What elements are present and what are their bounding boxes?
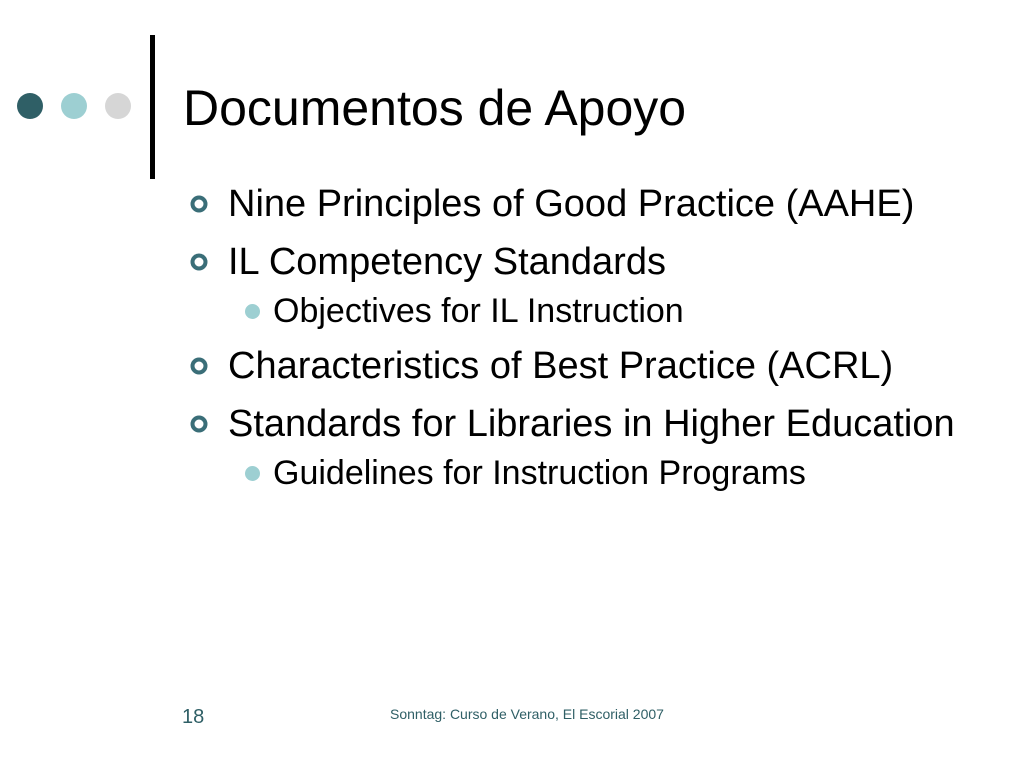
list-item [190,340,1010,392]
slide-title: Documentos de Apoyo [183,80,687,136]
ring-bullet-icon [190,415,208,433]
list-item-text: Nine Principles of Good Practice (AAHE) [228,183,915,225]
dark-dot-icon [17,93,43,119]
footer-caption: Sonntag: Curso de Verano, El Escorial 2007 [390,706,664,722]
light-dot-icon [105,93,131,119]
list-item [190,450,1010,496]
mid-dot-icon [61,93,87,119]
list-item [190,398,1010,450]
list-item-text: Standards for Libraries in Higher Education [228,403,955,445]
list-item [190,178,1010,230]
list-item [190,288,1010,334]
list-item-text: IL Competency Standards [228,241,666,283]
list-item [190,236,1010,288]
dot-bullet-icon [245,304,260,319]
list-item-text: Guidelines for Instruction Programs [273,454,806,492]
ring-bullet-icon [190,195,208,213]
list-item-text: Objectives for IL Instruction [273,292,684,330]
decorative-dots [17,93,132,121]
list-item-text: Characteristics of Best Practice (ACRL) [228,345,894,387]
title-divider [150,35,155,179]
ring-bullet-icon [190,253,208,271]
page-number: 18 [182,706,205,728]
dot-bullet-icon [245,466,260,481]
ring-bullet-icon [190,357,208,375]
bullet-list [190,178,1010,502]
